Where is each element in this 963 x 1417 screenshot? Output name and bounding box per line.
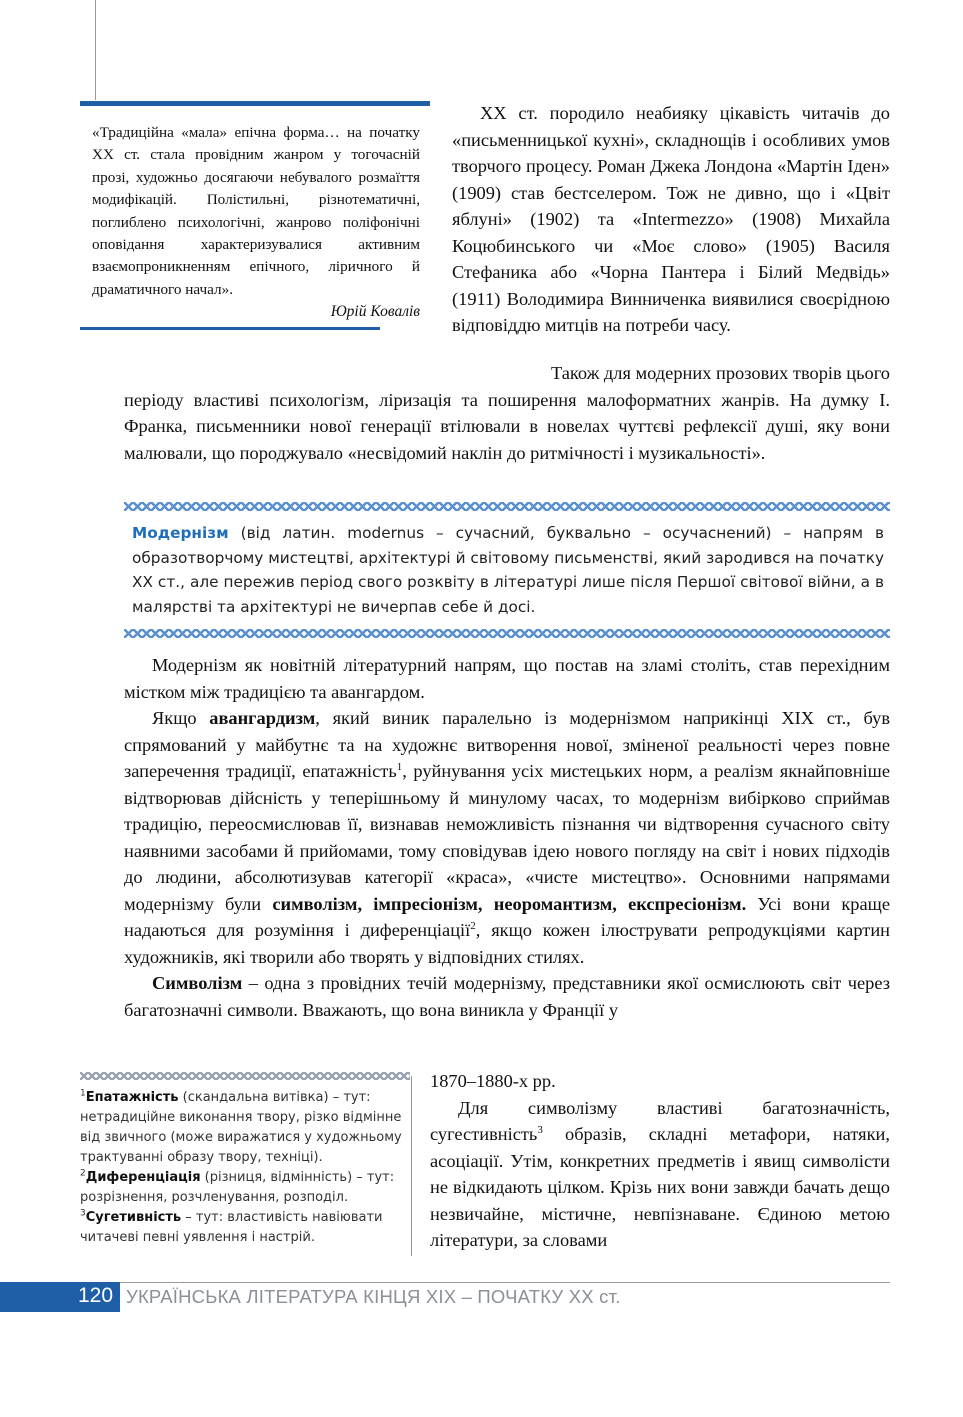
text-run: образів, складні метафори, натяки, асоціації. Утім, конкретних предметів і явищ символісти не відкидають цілком. Крізь них вони завжди бачать дещо незвичайне, містичне, невпізнаване. Єдиною метою літератури, за словами <box>430 1124 890 1250</box>
page-number: 120 <box>78 1284 114 1307</box>
definition-body: (від латин. modernus – сучасний, буквально – осучаснений) – напрям в образотворчому мистецтві, архітектурі й світовому письменстві, який зародився на початку ХХ ст., але пережив період свого розквіту в літературі лише після Першої світової війни, а в малярстві та архітектурі не вичерпав себе й досі. <box>132 524 884 616</box>
margin-rule <box>95 0 96 100</box>
epigraph-author: Юрій Ковалів <box>330 303 420 321</box>
footnote-term: Епатажність <box>85 1090 179 1105</box>
definition-term: Модернізм <box>132 524 229 542</box>
footnote-rule <box>411 1076 412 1256</box>
footnote-text: (різниця, відмінність) – тут: розрізнення, розчленування, розподіл. <box>80 1170 395 1205</box>
text-run: Якщо <box>152 708 210 728</box>
text-run: – одна з провідних течій модернізму, представники якої осмислюють світ через багатозначні символи. Вважають, що вона виникла у Франції у <box>124 973 890 1020</box>
modernism-paragraph: Модернізм як новітній літературний напрям, що постав на зламі століть, став перехідним містком між традицією та авангардом. <box>124 655 890 702</box>
definition-box <box>124 502 890 638</box>
ornament-divider <box>80 1072 410 1080</box>
epigraph-text: «Традиційна «мала» епічна форма… на початку ХХ ст. стала провідним жанром у тогочасній прозі, художньо досягаючи небувалого розмаїття модифікацій. Полістильні, різнотематичні, поглиблено психологічні, жанрово поліфонічні оповідання характеризувалися активним взаємопроникненням епічного, ліричного й драматичного начал». <box>92 124 420 298</box>
footnote-2 <box>80 1168 410 1208</box>
bold-term: Символізм <box>152 973 243 993</box>
text-run: Усі вони краще надаються для розуміння і диференціації <box>124 893 890 940</box>
running-title: УКРАЇНСЬКА ЛІТЕРАТУРА КІНЦЯ ХІХ – ПОЧАТКУ ХХ ст. <box>126 1286 621 1307</box>
footnote-ref: 3 <box>537 1123 543 1136</box>
footnote-ref: 1 <box>396 760 403 773</box>
footer-rule <box>0 1282 890 1283</box>
footnote-3 <box>80 1208 410 1248</box>
main-text <box>124 652 890 1023</box>
footnote-1 <box>80 1088 410 1168</box>
symbolism-traits-paragraph <box>430 1095 890 1254</box>
footnote-number: 1 <box>80 1088 86 1099</box>
epigraph-bottom-bar <box>80 327 380 330</box>
ornament-divider <box>124 629 890 638</box>
intro-paragraph: ХХ ст. породило неабияку цікавість читачів до «письменницької кухні», складнощів і особливих умов творчого процесу. Роман Джека Лондона «Мартін Іден» (1909) став бестселером. Тож не дивно, що і «Цвіт яблуні» (1902) та «Intermezzo» (1908) Михайла Коцюбинського чи «Моє слово» (1905) Василя Стефаника або «Чорна Пантера і Білий Медвідь» (1911) Володимира Винниченка виявилися своєрідною відповіддю митців на потреби часу. <box>452 103 890 335</box>
footnotes <box>80 1072 410 1248</box>
bold-term: авангардизм <box>209 708 316 728</box>
symbolism-paragraph <box>124 970 890 1023</box>
avantgarde-paragraph <box>124 705 890 970</box>
epigraph-box <box>80 101 430 330</box>
text-run: Для символізму властиві багатозначність, сугестивність <box>430 1097 890 1144</box>
also-paragraph-text: періоду властиві психологізм, ліризація та поширення малоформатних жанрів. На думку І. Франка, письменники нової генерації втілювали в новелах чуттєві рефлексії душі, яку вони малювали, що породжувало «несвідомий наклін до ритмічності і музикальності». <box>124 389 890 463</box>
footnote-number: 2 <box>80 1168 86 1179</box>
definition-text <box>124 511 890 629</box>
ornament-divider <box>124 502 890 511</box>
also-paragraph-first-line: Також для модерних прозових творів цього <box>550 363 890 383</box>
footnote-list <box>80 1088 410 1248</box>
bold-term: символізм, імпресіонізм, неоромантизм, експресіонізм. <box>272 893 747 914</box>
right-column-text <box>430 1068 890 1254</box>
symbolism-date-line: 1870–1880-х рр. <box>430 1071 556 1091</box>
footnote-text: (скандальна витівка) – тут: нетрадиційне виконання твору, різко відмінне від звичного (може виражатися у художньому трактуванні образу твору, техніці). <box>80 1090 402 1165</box>
text-run: , руйнування усіх мистецьких норм, а реалізм якнайповніше відтворював дійсність у теперішньому й минулому часах, то модернізм вибірково сприймав традицію, переосмислював її, визнавав неможливість пізнання чи відтворення сучасного світу наявними засобами й прийомами, тому сповідував ідею нового погляду на світ і нових підходів до людини, абсолютизував категорії «краса», «чисте мистецтво». Основними напрямами модернізму були <box>124 761 890 914</box>
text-run: , який виник паралельно із модернізмом наприкінці ХІХ ст., був спрямований у майбутнє та на художнє витворення нової, зміненої реальності через повне заперечення традиції, епатажність <box>124 708 891 781</box>
text-run: , якщо кожен ілюструвати репродукціями картин художників, які творили або творять у відповідних стилях. <box>124 920 891 967</box>
also-paragraph <box>124 360 890 466</box>
footnote-term: Диференціація <box>85 1170 201 1185</box>
footnote-term: Сугетивність <box>85 1210 182 1225</box>
footnote-text: – тут: властивість навіювати читачеві певні уявлення і настрій. <box>80 1210 383 1245</box>
footnote-number: 3 <box>80 1208 86 1219</box>
footnote-ref: 2 <box>470 919 476 932</box>
